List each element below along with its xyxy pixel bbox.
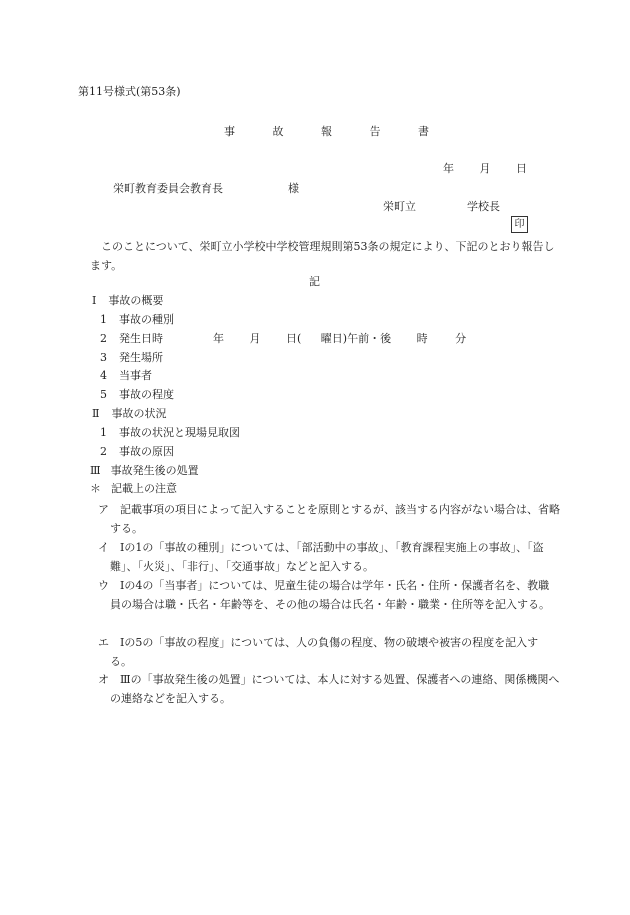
title-char: 書: [418, 125, 429, 138]
section-1-2: 2 発生日時: [100, 332, 163, 345]
notes-heading: ＊ 記載上の注意: [90, 482, 177, 495]
note-text: 記載事項の項目によって記入することを原則とするが、該当する内容がない場合は、省略する。: [110, 503, 560, 535]
section-1-1: 1 事故の種別: [100, 313, 174, 326]
dt-month: 月: [249, 332, 261, 345]
seal-mark: 印: [511, 216, 528, 233]
sender-prefix: 栄町立: [383, 200, 416, 213]
datetime-fields: [213, 331, 466, 346]
note-mark: イ: [98, 541, 109, 554]
note-mark: エ: [98, 636, 109, 649]
section-1-3: 3 発生場所: [100, 351, 163, 364]
note-item: [90, 670, 560, 708]
date-month: 月: [479, 162, 491, 175]
dt-day: 日(: [286, 332, 302, 345]
date-line: [443, 161, 527, 176]
date-day: 日: [516, 162, 527, 175]
section-2: Ⅱ 事故の状況: [92, 407, 167, 420]
dt-year: 年: [213, 332, 224, 345]
addressee-name: 栄町教育委員会教育長: [113, 182, 223, 195]
intro-paragraph: このことについて、栄町立小学校中学校管理規則第53条の規定により、下記のとおり報告します。: [90, 240, 555, 272]
note-text: Ⅰの4の「当事者」については、児童生徒の場合は学年・氏名・住所・保護者名を、教職員の場合は職・氏名・年齢等を、その他の場合は氏名・年齢・職業・住所等を記入する。: [110, 579, 550, 611]
note-item: [90, 633, 560, 671]
form-label: 第11号様式(第53条): [78, 85, 181, 98]
note-item: [90, 500, 560, 538]
section-1-5: 5 事故の程度: [100, 388, 174, 401]
section-1-4: 4 当事者: [100, 369, 152, 382]
sender-title: 学校長: [467, 200, 500, 213]
dt-hour: 時: [416, 332, 428, 345]
dt-minute: 分: [455, 332, 467, 345]
document-title: [224, 124, 429, 139]
addressee-honorific: 様: [288, 182, 299, 195]
note-mark: ア: [98, 503, 109, 516]
note-mark: ウ: [98, 579, 109, 592]
dt-ampm: 午前・後: [347, 332, 392, 345]
date-year: 年: [443, 162, 454, 175]
note-item: [90, 538, 560, 576]
title-char: 事: [224, 125, 235, 138]
note-text: Ⅰの1の「事故の種別」については、「部活動中の事故」、「教育課程実施上の事故」、「盗難」、「火災」、「非行」、「交通事故」などと記入する。: [110, 541, 544, 573]
title-char: 故: [272, 125, 284, 138]
title-char: 報: [321, 125, 332, 138]
dt-weekday: 曜日): [320, 332, 348, 345]
title-char: 告: [369, 125, 381, 138]
section-2-1: 1 事故の状況と現場見取図: [100, 426, 240, 439]
note-text: Ⅰの5の「事故の程度」については、人の負傷の程度、物の破壊や被害の程度を記入する。: [110, 636, 539, 668]
section-1: Ⅰ 事故の概要: [92, 294, 164, 307]
section-2-2: 2 事故の原因: [100, 445, 174, 458]
section-3: Ⅲ 事故発生後の処置: [90, 464, 199, 477]
note-item: [90, 576, 560, 614]
note-text: Ⅲの「事故発生後の処置」については、本人に対する処置、保護者への連絡、関係機関への連絡などを記入する。: [110, 673, 560, 705]
note-mark: オ: [98, 673, 109, 686]
ki-heading: 記: [309, 275, 320, 288]
